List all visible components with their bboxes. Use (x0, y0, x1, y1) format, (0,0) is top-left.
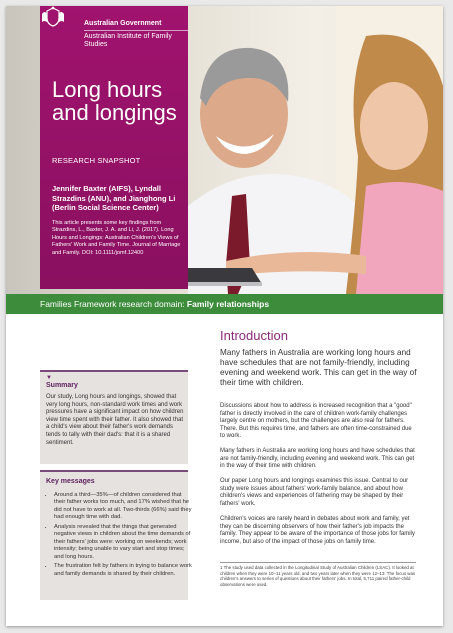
gov-line-2: Australian Institute of Family Studies (84, 30, 188, 49)
introduction-heading: Introduction (220, 328, 288, 343)
government-logo (84, 20, 188, 49)
gov-line-1: Australian Government (84, 20, 162, 27)
research-domain-band (6, 294, 443, 314)
key-messages-list (46, 492, 192, 581)
report-page (6, 6, 443, 626)
body-paragraph: Our paper Long hours and longings examines this issue. Central to our study were issues about fathers' work-family balance, and about how children's views and experiences of fathering may be shaped by their fathers' work. (220, 478, 409, 507)
footnote: 1 The study used data collected in the Longitudinal Study of Australian Children (LSAC). It looked at children when they were 10–11 years old, and two years later when they were 12–13. The focus was children's answers to series of questions about their fathers' jobs. In total, 5,711 paired father-child observations were used. (220, 562, 416, 587)
body-paragraph: Children's voices are rarely heard in debates about work and family, yet they can be discerning observers of how their father's job impacts the family. They appear to be aware of the importance of those jobs for family income, but also of the impact of those jobs on family time. (220, 516, 415, 545)
list-item: • Analysis revealed that the things that generated negative views in children about the time demands of their fathers' jobs were: working on weekends; work intensity; being unable to vary start and stop times; and long hours. (54, 524, 192, 561)
body-paragraph: Discussions about how to address is increased recognition that a "good" father is directly involved in the care of children work-family challenges largely centre on mothers, but the challenges are also real for fathers. There. But this requires time, and fathers are often time-constrained due to work. (220, 403, 412, 439)
summary-box (40, 370, 188, 464)
hero-photo (6, 6, 443, 294)
list-item: • The frustration felt by fathers in trying to balance work and family demands is shared by their children. (54, 563, 192, 578)
summary-heading: Summary (46, 382, 78, 389)
key-messages-box (40, 470, 192, 600)
band-domain: Family relationships (186, 299, 270, 309)
list-item: • Around a third—35%—of children considered that their father works too much, and 17% wished that he did not have to work at all. Two-thirds (66%) said they had enough time with dad. (54, 492, 192, 522)
authors: Jennifer Baxter (AIFS), Lyndall Strazdins (ANU), and Jianghong Li (Berlin Social Science Center) (52, 184, 176, 212)
introduction-lead: Many fathers in Australia are working long hours and have schedules that are not family-friendly, including evening and weekend work. This can get in the way of their time with children. (220, 348, 417, 387)
citation-note: This article presents some key findings from Strazdins, L., Baxter, J. A. and Li, J. (2017). Long Hours and Longings: Australian Children's Views of Fathers' Work and Family Time. Journal of Marriage and Family. DOI: 10.1111/jomf.12400 (52, 220, 181, 256)
page-title: Long hours and longings (52, 77, 177, 125)
body-paragraph: Many fathers in Australia are working long hours and have schedules that are not family-friendly, including evening and weekend work. This can get in the way of their time with children. (220, 448, 415, 469)
chevron-down-icon: ▼ (46, 375, 52, 381)
title-panel (40, 6, 188, 289)
coat-of-arms-icon (40, 6, 66, 28)
page-subtitle: RESEARCH SNAPSHOT (52, 156, 141, 165)
key-messages-heading: Key messages (46, 478, 95, 485)
summary-text: Our study, Long hours and longings, showed that very long hours, non-standard work times and work pressures have a significant impact on how children view time spent with their father. It also showed that a child's view about their father's work demands tends to tally with their dad's: that it is a shared sentiment. (46, 394, 184, 446)
band-prefix: Families Framework research domain: (40, 299, 187, 309)
